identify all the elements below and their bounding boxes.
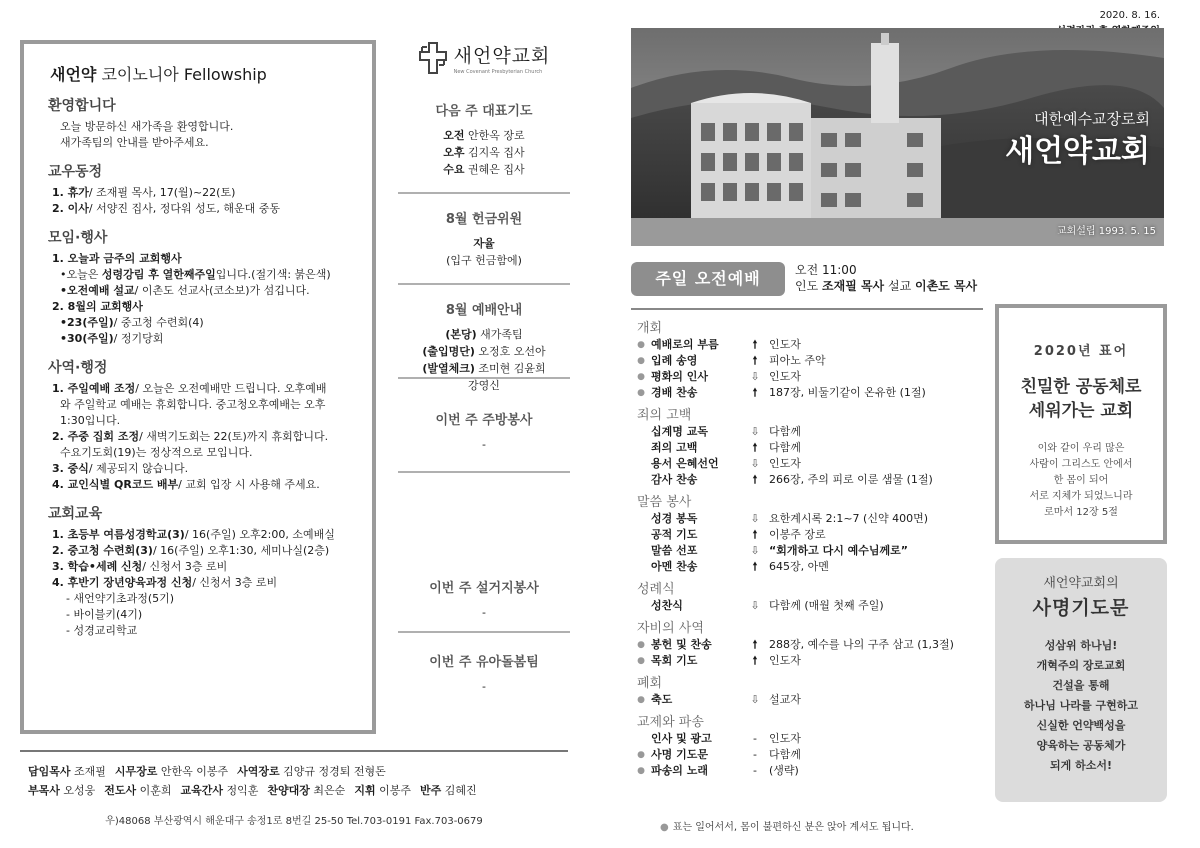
staff-news-heading: 교우동정 [48, 164, 103, 180]
stand-up-arrow-icon: 🠕 [752, 654, 758, 667]
list-item [60, 397, 354, 413]
list-item [52, 477, 354, 493]
order-row [631, 559, 983, 575]
order-item-name: 성찬식 [651, 599, 683, 612]
bullet-icon: ● [637, 766, 645, 776]
order-row [631, 653, 983, 669]
education-heading: 교회교육 [48, 506, 103, 522]
sit-down-arrow-icon: ⇩ [750, 693, 760, 706]
mission-line: 양육하는 공동체가 [1036, 739, 1126, 752]
staff-names: 정익훈 [223, 784, 259, 797]
info-row [398, 360, 570, 377]
order-item-value: 645장, 아멘 [769, 560, 829, 573]
guide-heading: 8월 예배안내 [445, 303, 523, 318]
staff-role: 찬양대장 [267, 784, 310, 797]
order-divider [631, 308, 983, 310]
item-lead: •23(주일) [60, 316, 114, 329]
list-item [66, 591, 354, 607]
info-row [398, 235, 570, 252]
mission-subtitle: 새언약교회의 [1043, 576, 1119, 591]
info-value: 새가족팀 [476, 328, 523, 341]
dishes-value: - [482, 606, 486, 619]
staff-names: 조재필 [70, 765, 106, 778]
guide-block [398, 285, 570, 392]
item-text: 와 주일학교 예배는 휴회합니다. 중고청오후예배는 오후 [60, 398, 326, 411]
staff-names: 김혜진 [441, 784, 477, 797]
staff-names: 이봉주 [375, 784, 411, 797]
bullet-icon: ● [660, 822, 669, 833]
info-row [398, 127, 570, 144]
order-item-name: 아멘 찬송 [651, 560, 698, 573]
kitchen-value: - [482, 438, 486, 451]
order-item-name: 감사 찬송 [651, 473, 698, 486]
order-section-heading: 성례식 [637, 582, 675, 597]
staff-role: 시무장로 [114, 765, 158, 778]
info-label: 오전 [443, 129, 465, 142]
order-row [631, 456, 983, 472]
order-row [631, 527, 983, 543]
item-lead: 2. 8월의 교회행사 [52, 300, 143, 313]
list-item [66, 607, 354, 623]
item-lead: 1. 오늘과 금주의 교회행사 [52, 252, 182, 265]
item-text: / 신청서 3층 로비 [192, 576, 278, 589]
order-row [631, 424, 983, 440]
dash-icon: - [753, 764, 757, 777]
order-row [631, 763, 983, 779]
verse-line: 사람이 그리스도 안에서 [1029, 459, 1133, 470]
church-logo [398, 30, 570, 86]
list-item [52, 559, 354, 575]
dash-icon: - [753, 732, 757, 745]
info-label: 자율 [473, 237, 495, 250]
order-item-name: 축도 [651, 693, 673, 706]
order-row [631, 598, 983, 614]
order-item-value: 인도자 [769, 338, 801, 351]
mission-line: 하나님 나라를 구현하고 [1024, 699, 1138, 712]
order-row [631, 637, 983, 653]
list-item [52, 185, 354, 201]
order-item-value: 요한계시록 2:1~7 (신약 400면) [769, 512, 928, 525]
verse-line: 서로 지체가 되었느니라 [1029, 491, 1133, 502]
list-item [60, 445, 354, 461]
bullet-icon: ● [637, 356, 645, 366]
item-text: - 새언약기초과정(5기) [66, 592, 175, 605]
order-section-heading: 말씀 봉사 [637, 495, 692, 510]
mission-panel [995, 558, 1167, 802]
order-item-name: 공적 기도 [651, 528, 698, 541]
order-row [631, 731, 983, 747]
order-row [631, 353, 983, 369]
item-lead: 2. 주중 집회 조정 [52, 430, 140, 443]
dishes-block [398, 473, 570, 633]
nursery-heading: 이번 주 유아돌봄팀 [429, 655, 539, 670]
order-item-name: 목회 기도 [651, 654, 698, 667]
dishes-heading: 이번 주 설거지봉사 [429, 581, 539, 596]
list-item [66, 623, 354, 639]
list-item [60, 267, 354, 283]
order-section-heading: 개회 [637, 321, 663, 336]
order-item-name: 용서 은혜선언 [651, 457, 719, 470]
list-item [52, 381, 354, 397]
staff-role: 지휘 [354, 784, 376, 797]
order-item-name: 평화의 인사 [651, 370, 708, 383]
order-row [631, 440, 983, 456]
stand-up-arrow-icon: 🠕 [752, 386, 758, 399]
order-item-value: 288장, 예수를 나의 구주 삼고 (1,3절) [769, 638, 954, 651]
footnote: ● 표는 일어서서, 몸이 불편하신 분은 앉아 계셔도 됩니다. [660, 822, 914, 833]
education-list [48, 527, 354, 639]
nursery-block [398, 633, 570, 709]
list-item [52, 251, 354, 267]
item-emphasis: 성령강림 후 열한째주일 [101, 268, 216, 281]
order-row [631, 385, 983, 401]
order-item-name: 십계명 교독 [651, 425, 708, 438]
order-item-name: 파송의 노래 [651, 764, 708, 777]
staff-role: 반주 [419, 784, 442, 797]
item-text: / 16(주일) 오후2:00, 소예배실 [184, 528, 335, 541]
nursery-value: - [482, 680, 486, 693]
order-row [631, 747, 983, 763]
order-item-value: 인도자 [769, 732, 801, 745]
welcome-text [48, 119, 354, 151]
order-item-value: “회개하고 다시 예수님께로” [769, 544, 909, 557]
order-item-value: 인도자 [769, 370, 801, 383]
info-label: (출입명단) [422, 345, 475, 358]
staff-role: 부목사 [28, 784, 60, 797]
item-text: / 중고청 수련회(4) [113, 316, 204, 329]
motto-text: 친밀한 공동체로 세워가는 교회 [1020, 377, 1142, 421]
info-value: 강영신 [468, 379, 500, 392]
order-item-value: 다함께 (매월 첫째 주일) [769, 599, 884, 612]
bullet-icon: ● [637, 372, 645, 382]
mission-line: 성삼위 하나님! [1044, 639, 1118, 652]
order-section-heading: 교제와 파송 [637, 715, 704, 730]
staff-list [28, 762, 568, 800]
item-lead: 2. 이사 [52, 202, 89, 215]
fellowship-panel [20, 40, 376, 734]
sit-down-arrow-icon: ⇩ [750, 512, 760, 525]
motto-year: 2020년 표어 [1033, 344, 1129, 359]
order-item-value: (생략) [769, 764, 799, 777]
welcome-heading: 환영합니다 [48, 98, 116, 114]
list-item [52, 543, 354, 559]
welcome-line: 오늘 방문하신 새가족을 환영합니다. [60, 120, 234, 133]
info-value: (입구 헌금함에) [446, 254, 522, 267]
staff-role: 교육간사 [180, 784, 224, 797]
sit-down-arrow-icon: ⇩ [750, 370, 760, 383]
info-value: 김지옥 집사 [464, 146, 525, 159]
worship-time: 오전 11:00 [795, 263, 857, 277]
info-row [398, 161, 570, 178]
staff-names: 오성웅 [59, 784, 96, 797]
order-item-value: 인도자 [769, 654, 801, 667]
item-text: / 정기당회 [113, 332, 164, 345]
order-row [631, 472, 983, 488]
motto-verse [999, 441, 1163, 521]
order-item-name: 경배 찬송 [651, 386, 698, 399]
stand-up-arrow-icon: 🠕 [752, 528, 758, 541]
list-item [60, 413, 354, 429]
staff-names: 안한옥 이봉주 [157, 765, 229, 778]
order-item-name: 성경 봉독 [651, 512, 698, 525]
order-item-value: 다함께 [769, 748, 801, 761]
mission-title: 사명기도문 [1032, 597, 1130, 619]
item-text: 1:30입니다. [60, 414, 121, 427]
order-item-name: 인사 및 광고 [651, 732, 712, 745]
kitchen-heading: 이번 주 주방봉사 [435, 413, 533, 428]
info-value: 조미현 김윤희 [474, 362, 546, 375]
motto-panel [995, 304, 1167, 544]
verse-line: 한 몸이 되어 [1053, 475, 1109, 486]
list-item [52, 575, 354, 591]
item-text: / 제공되지 않습니다. [88, 462, 189, 475]
bullet-icon: ● [637, 695, 645, 705]
list-item [52, 201, 354, 217]
ministry-heading: 사역·행정 [48, 360, 108, 376]
staff-names: 최은순 [309, 784, 346, 797]
mission-line: 건설을 통해 [1052, 679, 1110, 692]
item-text: 수요기도회(19)는 정상적으로 모입니다. [60, 446, 253, 459]
list-item [52, 461, 354, 477]
date-text: 2020. 8. 16. [1099, 10, 1160, 21]
church-address: 우)48068 부산광역시 해운대구 송정1로 8번길 25-50 Tel.703-0191 Fax.703-0679 [105, 816, 483, 827]
middle-column [398, 30, 570, 709]
stand-up-arrow-icon: 🠕 [752, 441, 758, 454]
cross-logo-icon [418, 41, 448, 75]
order-row [631, 369, 983, 385]
item-text: / 조재필 목사, 17(월)~22(토) [88, 186, 236, 199]
gatherings-heading: 모임·행사 [48, 230, 108, 246]
photo-church-name: 새언약교회 [1005, 134, 1150, 169]
bullet-icon: ● [637, 340, 645, 350]
order-item-value: 설교자 [769, 693, 801, 706]
item-text: / 새벽기도회는 22(토)까지 휴회합니다. [139, 430, 329, 443]
stand-up-arrow-icon: 🠕 [752, 638, 758, 651]
order-item-value: 이봉주 장로 [769, 528, 826, 541]
stand-up-arrow-icon: 🠕 [752, 338, 758, 351]
order-item-value: 다함께 [769, 441, 801, 454]
info-row [398, 326, 570, 343]
item-lead: 1. 휴가 [52, 186, 89, 199]
order-row [631, 337, 983, 353]
item-lead: 4. 후반기 장년양육과정 신청 [52, 576, 193, 589]
info-label: 오후 [443, 146, 465, 159]
item-lead: 4. 교인식별 QR코드 배부 [52, 478, 179, 491]
staff-news-list [48, 185, 354, 217]
info-row [398, 144, 570, 161]
sit-down-arrow-icon: ⇩ [750, 544, 760, 557]
worship-leaders: 인도 조재필 목사 설교 이촌도 목사 [795, 279, 978, 293]
item-lead: 3. 학습•세례 신청 [52, 560, 143, 573]
sit-down-arrow-icon: ⇩ [750, 599, 760, 612]
worship-info [795, 262, 977, 294]
item-text: / 서양진 집사, 정다워 성도, 해운대 중동 [88, 202, 280, 215]
offering-heading: 8월 헌금위원 [445, 212, 523, 227]
bullet-icon: ● [637, 750, 645, 760]
staff-role: 사역장로 [237, 765, 280, 778]
item-text: / 교회 입장 시 사용해 주세요. [178, 478, 320, 491]
item-text: / 신청서 3층 로비 [142, 560, 228, 573]
order-of-worship [631, 314, 983, 779]
staff-names: 김양규 정경퇴 전형돈 [279, 765, 386, 778]
staff-role: 담임목사 [28, 765, 71, 778]
info-label: (발열체크) [422, 362, 475, 375]
item-lead: •오전예배 설교 [60, 284, 135, 297]
verse-line: 이와 같이 우리 많은 [1037, 443, 1125, 454]
list-item [60, 283, 354, 299]
list-item [60, 331, 354, 347]
order-item-name: 입례 송영 [651, 354, 698, 367]
next-prayer-heading: 다음 주 대표기도 [435, 104, 533, 119]
order-item-value: 187장, 비둘기같이 온유한 (1절) [769, 386, 926, 399]
order-item-value: 인도자 [769, 457, 801, 470]
established-date: 교회설립 1993. 5. 15 [1056, 226, 1156, 237]
stand-up-arrow-icon: 🠕 [752, 354, 758, 367]
worship-title-tag: 주일 오전예배 [631, 262, 785, 296]
mission-line: 개혁주의 장로교회 [1036, 659, 1126, 672]
order-item-value: 266장, 주의 피로 이룬 샘물 (1절) [769, 473, 933, 486]
order-item-name: 예배로의 부름 [651, 338, 719, 351]
item-lead: •30(주일) [60, 332, 114, 345]
list-item [60, 315, 354, 331]
bullet-icon: ● [637, 656, 645, 666]
item-text: / 이촌도 선교사(코소보)가 섬깁니다. [134, 284, 310, 297]
staff-names: 이훈희 [136, 784, 172, 797]
order-section-heading: 폐회 [637, 676, 663, 691]
list-item [52, 527, 354, 543]
info-label: 수요 [443, 163, 465, 176]
order-item-name: 봉헌 및 찬송 [651, 638, 712, 651]
info-value: 권혜은 집사 [464, 163, 525, 176]
list-item [52, 429, 354, 445]
item-text: - 바이블키(4기) [66, 608, 143, 621]
item-text: - 성경교리학교 [66, 624, 138, 637]
order-item-name: 사명 기도문 [651, 748, 708, 761]
info-label: (본당) [445, 328, 477, 341]
info-row [398, 343, 570, 360]
item-text: / 16(주일) 오후1:30, 세미나실(2층) [152, 544, 330, 557]
list-item [52, 299, 354, 315]
mission-line: 신실한 언약백성을 [1036, 719, 1126, 732]
logo-english: New Covenant Presbyterian Church [453, 69, 543, 75]
bullet-icon: ● [637, 640, 645, 650]
order-section-heading: 죄의 고백 [637, 408, 692, 423]
info-row [398, 252, 570, 269]
order-row [631, 692, 983, 708]
sit-down-arrow-icon: ⇩ [750, 425, 760, 438]
staff-role: 전도사 [104, 784, 137, 797]
stand-up-arrow-icon: 🠕 [752, 473, 758, 486]
mission-line: 되게 하소서! [1050, 759, 1112, 772]
order-item-name: 죄의 고백 [651, 441, 698, 454]
item-text: 입니다.(절기색: 붉은색) [215, 268, 331, 281]
info-value: 안한옥 장로 [464, 129, 525, 142]
item-text: •오늘은 [60, 268, 102, 281]
denomination-name: 대한예수교장로회 [1034, 110, 1150, 128]
order-section-heading: 자비의 사역 [637, 621, 704, 636]
item-lead: 1. 주일예배 조정 [52, 382, 136, 395]
item-lead: 3. 중식 [52, 462, 89, 475]
mission-prayer [995, 636, 1167, 776]
item-text: / 오늘은 오전예배만 드립니다. 오후예배 [135, 382, 327, 395]
order-row [631, 511, 983, 527]
offering-block [398, 194, 570, 285]
welcome-line: 새가족팀의 안내를 받아주세요. [60, 136, 209, 149]
item-lead: 2. 중고청 수련회(3) [52, 544, 153, 557]
order-item-name: 말씀 선포 [651, 544, 698, 557]
gatherings-list [48, 251, 354, 347]
next-prayer-block [398, 86, 570, 194]
stand-up-arrow-icon: 🠕 [752, 560, 758, 573]
bullet-icon: ● [637, 388, 645, 398]
fellowship-title: 새언약 코이노니아 Fellowship [50, 65, 267, 84]
dash-icon: - [753, 748, 757, 761]
order-item-value: 다함께 [769, 425, 801, 438]
info-value: 오정호 오선아 [474, 345, 546, 358]
sit-down-arrow-icon: ⇩ [750, 457, 760, 470]
footer-divider [20, 750, 568, 752]
item-lead: 1. 초등부 여름성경학교(3) [52, 528, 185, 541]
logo-name: 새언약교회 [453, 45, 551, 67]
verse-line: 로마서 12장 5절 [1044, 507, 1118, 518]
order-item-value: 피아노 주악 [769, 354, 826, 367]
order-row [631, 543, 983, 559]
ministry-list [48, 381, 354, 493]
